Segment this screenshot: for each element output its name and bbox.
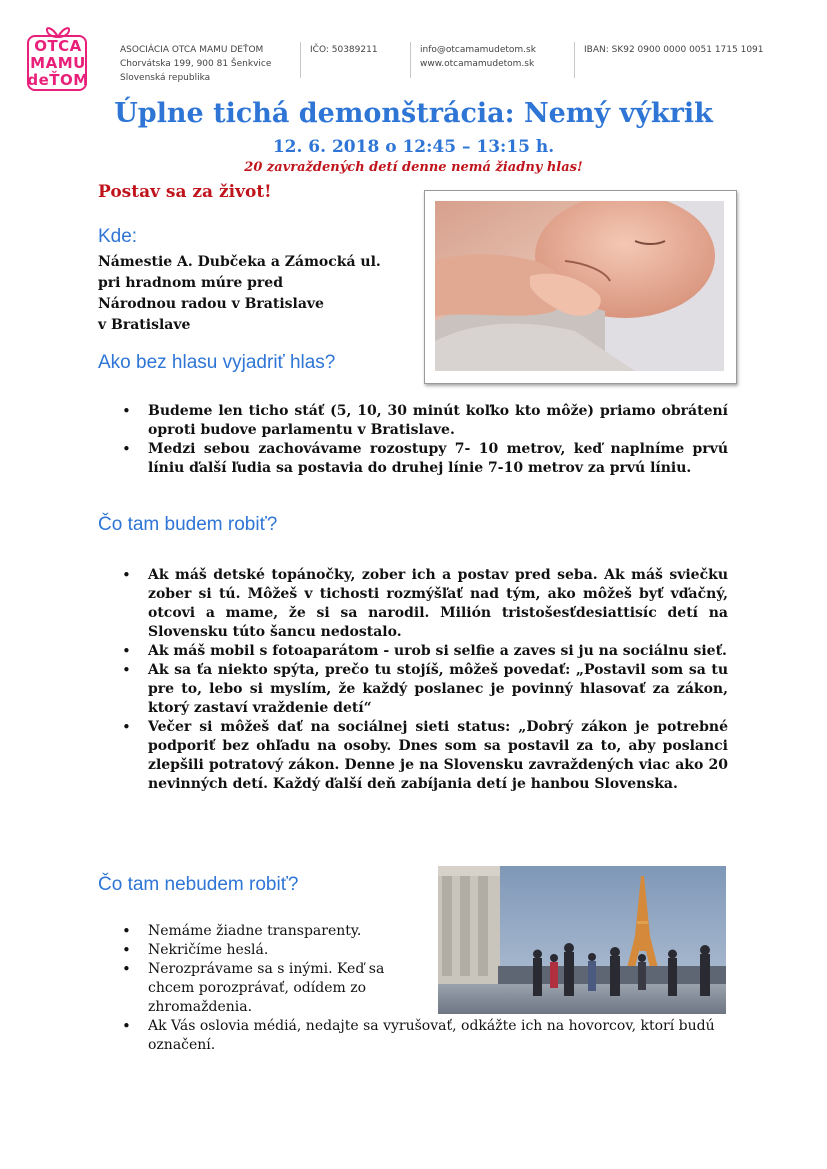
header-divider [410, 42, 411, 78]
where-address [98, 252, 381, 336]
list-item: • Ak máš detské topánočky, zober ich a postav pred seba. Ak máš sviečku zober si tú. Môžeš v tichosti rozmýšľať nad tým, ako môžeš byť vďačný, otcovi a mame, že si sa narodil. Milión tristošesťdesiattisíc detí na Slovensku túto šancu nedostalo. [148, 566, 728, 642]
org-email[interactable]: info@otcamamudetom.sk [420, 45, 536, 55]
what-to-do-heading: Čo tam budem robiť? [98, 514, 278, 535]
stand-up-slogan: Postav sa za život! [98, 182, 272, 202]
what-not-to-do-heading: Čo tam nebudem robiť? [98, 874, 299, 895]
list-item: • Budeme len ticho stáť (5, 10, 30 minút koľko kto môže) priamo obrátení oproti budove parlamentu v Bratislave. [148, 402, 728, 440]
how-heading: Ako bez hlasu vyjadriť hlas? [98, 352, 336, 373]
header-address [120, 43, 290, 85]
org-web[interactable]: www.otcamamudetom.sk [420, 59, 535, 69]
address-line: Námestie A. Dubčeka a Zámocká ul. [98, 254, 381, 270]
what-not-to-do-list [98, 922, 748, 1055]
header-contact [420, 43, 580, 71]
what-to-do-list [98, 566, 728, 794]
page-title: Úplne tichá demonštrácia: Nemý výkrik [114, 98, 713, 129]
list-item: • Medzi sebou zachovávame rozostupy 7- 10 metrov, keď naplníme prvú líniu ďalší ľudia sa postavia do druhej línie 7-10 metrov za prvú líniu. [148, 440, 728, 478]
how-list [98, 402, 728, 478]
logo-line-3: deŤOM [27, 71, 89, 89]
organization-logo [26, 24, 90, 94]
where-heading: Kde: [98, 226, 138, 247]
address-line: v Bratislave [98, 317, 191, 333]
header-ico [310, 43, 400, 57]
logo-line-2: MAMU [30, 54, 86, 72]
list-item: • Nemáme žiadne transparenty. [148, 922, 748, 941]
address-line: pri hradnom múre pred [98, 275, 283, 291]
org-iban: IBAN: SK92 0900 0000 0051 1715 1091 [584, 45, 764, 55]
org-name: ASOCIÁCIA OTCA MAMU DEŤOM [120, 45, 264, 55]
baby-photo-frame [424, 190, 737, 384]
logo-line-1: OTCA [34, 37, 82, 55]
event-subtitle: 20 zavraždených detí denne nemá žiadny hlas! [244, 160, 583, 175]
list-item: • Večer si môžeš dať na sociálnej sieti status: „Dobrý zákon je potrebné podporiť bez ohľadu na osoby. Dnes som sa postavil za to, aby poslanci zlepšili potratový zákon. Denne je na Slovensku zavraždených viac ako 20 nevinných detí. Každý ďalší deň zabíjania detí je hanbou Slovenska. [148, 718, 728, 794]
event-datetime: 12. 6. 2018 o 12:45 – 13:15 h. [272, 137, 555, 157]
org-ico: IČO: 50389211 [310, 45, 378, 55]
list-item: • Nerozprávame sa s inými. Keď sa chcem porozprávať, odídem zo zhromaždenia. [148, 960, 418, 1017]
org-country: Slovenská republika [120, 73, 211, 83]
header-divider [300, 42, 301, 78]
list-item: • Ak máš mobil s fotoaparátom - urob si selfie a zaves si ju na sociálnu sieť. [148, 642, 728, 661]
list-item: • Ak sa ťa niekto spýta, prečo tu stojíš, môžeš povedať: „Postavil som sa tu pre to, lebo si myslím, že každý poslanec je povinný hlasovať za zákon, ktorý zastaví vraždenie detí“ [148, 661, 728, 718]
list-item: • Ak Vás oslovia médiá, nedajte sa vyrušovať, odkážte ich na hovorcov, ktorí budú označení. [148, 1017, 748, 1055]
address-line: Národnou radou v Bratislave [98, 296, 324, 312]
baby-photo [435, 201, 724, 371]
list-item: • Nekričíme heslá. [148, 941, 748, 960]
header-iban [584, 43, 784, 57]
header-divider [574, 42, 575, 78]
org-street: Chorvátska 199, 900 81 Šenkvice [120, 59, 272, 69]
